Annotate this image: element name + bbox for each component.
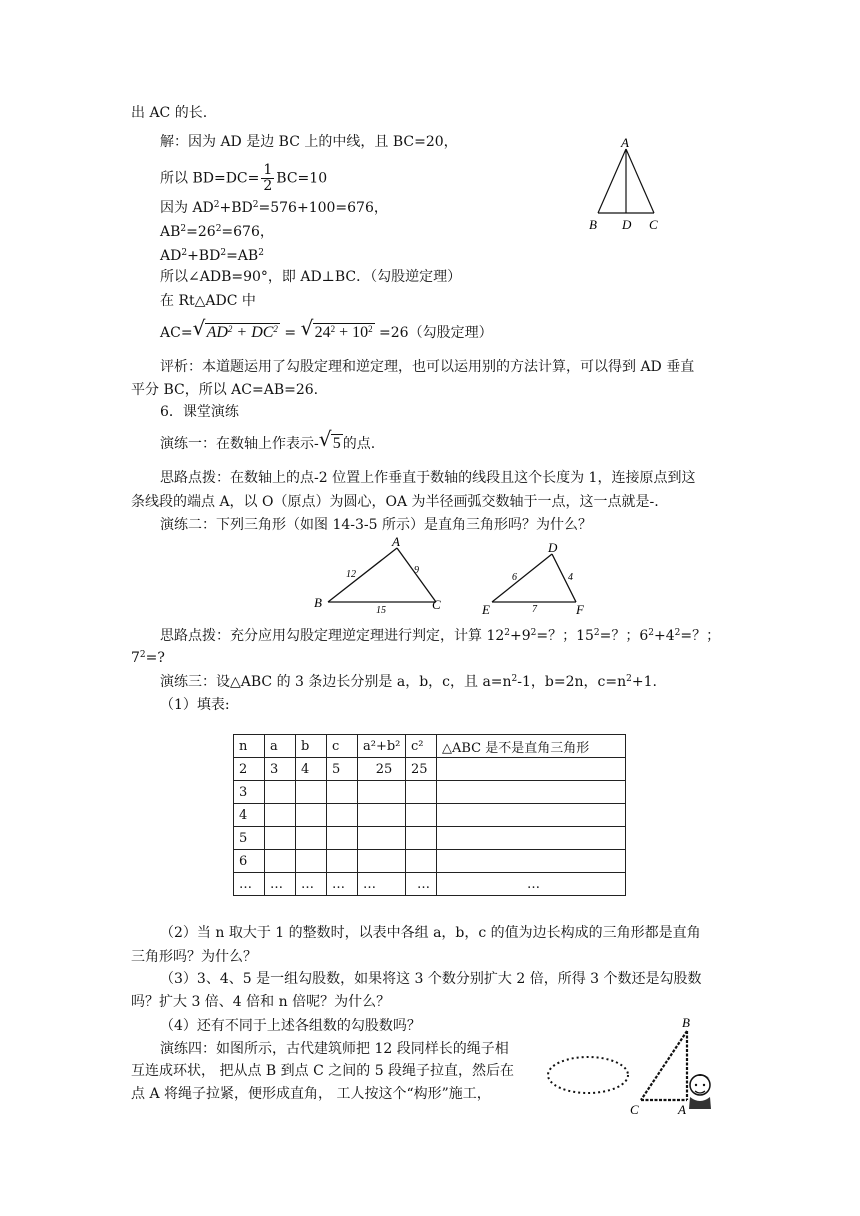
vertex-label: C <box>432 597 441 612</box>
table-header-cell: c <box>327 735 358 758</box>
table-cell <box>296 850 327 873</box>
text-line: 演练四：如图所示，古代建筑师把 12 段同样长的绳子相 <box>160 1041 509 1057</box>
table-cell: 25 <box>358 758 406 781</box>
text-line: （2）当 n 取大于 1 的整数时，以表中各组 a，b，c 的值为边长构成的三角形都是直角 <box>160 925 701 941</box>
table-cell: … <box>327 873 358 896</box>
text-line: 评析：本道题运用了勾股定理和逆定理，也可以运用别的方法计算，可以得到 AD 垂直 <box>160 359 695 375</box>
table-cell <box>358 781 406 804</box>
table-cell <box>327 781 358 804</box>
table-cell: 5 <box>234 827 265 850</box>
text-line: （1）填表: <box>160 697 230 713</box>
table-row <box>234 873 626 896</box>
text-line: $7^2=$? <box>131 650 165 666</box>
vertex-label: D <box>548 540 558 555</box>
fraction: $\frac{1}{2}$ <box>263 162 273 194</box>
table-cell: … <box>437 873 626 896</box>
vertex-label: E <box>482 602 490 617</box>
text-line: 在 Rt△ADC 中 <box>160 293 256 309</box>
worker-illustration <box>689 1074 711 1109</box>
vertex-label: B <box>314 595 322 610</box>
table-cell: 3 <box>265 758 296 781</box>
table-cell: 25 <box>406 758 437 781</box>
table-cell <box>437 850 626 873</box>
table-cell: … <box>234 873 265 896</box>
table-cell <box>327 827 358 850</box>
table-cell: 2 <box>234 758 265 781</box>
text-line: 演练二：下列三角形（如图 14-3-5 所示）是直角三角形吗？为什么？ <box>160 517 592 533</box>
table-row <box>234 758 626 781</box>
text-line: $AD^2+BD^2=AB^2$ <box>160 248 264 264</box>
table-cell <box>437 827 626 850</box>
text-line: 三角形吗？为什么？ <box>131 949 257 965</box>
table-cell: 4 <box>234 804 265 827</box>
text-line: 演练三：设△ABC 的 3 条边长分别是 a，b，c，且 $a=n^2-1$，b=2n，$c=n^2+1$. <box>160 674 657 690</box>
side-label: 9 <box>414 565 419 576</box>
table-row <box>234 850 626 873</box>
sqrt-expression: √ $AD^2 + DC^2$ <box>192 316 278 341</box>
table-cell: … <box>265 873 296 896</box>
vertex-label: A <box>678 1102 686 1117</box>
table-cell <box>437 781 626 804</box>
table-header-cell: a²+b² <box>358 735 406 758</box>
table-row <box>234 827 626 850</box>
table-cell <box>265 781 296 804</box>
vertex-label: C <box>630 1102 639 1117</box>
side-label: 7 <box>532 604 537 615</box>
vertex-label: A <box>392 535 400 549</box>
text-line: 平分 BC，所以 AC=AB=26. <box>131 382 319 398</box>
table-cell <box>265 850 296 873</box>
table-cell <box>327 804 358 827</box>
table-header-cell: n <box>234 735 265 758</box>
vertex-label: B <box>589 217 597 232</box>
table-cell: 6 <box>234 850 265 873</box>
side-label: 4 <box>568 572 573 583</box>
fill-in-table <box>233 734 626 896</box>
vertex-label: C <box>649 217 658 232</box>
table-cell <box>406 827 437 850</box>
table-cell: 5 <box>327 758 358 781</box>
sqrt-expression: √ $24^2 + 10^2$ <box>300 316 373 341</box>
text-line-fraction: 所以 BD=DC= $\frac{1}{2}$ BC=10 <box>160 162 328 194</box>
table-cell <box>358 827 406 850</box>
table-row <box>234 804 626 827</box>
text-line: $AB^2=26^2=676$， <box>160 224 274 240</box>
table-cell <box>358 850 406 873</box>
table-cell: … <box>406 873 437 896</box>
table-cell: … <box>358 873 406 896</box>
vertex-label: A <box>621 135 629 150</box>
text-line: 思路点拨：充分应用勾股定理逆定理进行判定，计算 $12^2+9^2=$？；$15^2=$？；$6^2+4^2=$？； <box>160 628 721 644</box>
table-cell <box>358 804 406 827</box>
side-label: 15 <box>376 605 386 615</box>
table-cell <box>265 804 296 827</box>
figure-rope-right-triangle <box>545 1013 725 1118</box>
side-label: 6 <box>512 572 517 583</box>
text-line-sqrt: AC= √ $AD^2 + DC^2$ = √ $24^2 + 10^2 =26$（勾股定理） <box>160 316 493 341</box>
vertex-label: D <box>622 217 632 232</box>
table-header-cell: b <box>296 735 327 758</box>
vertex-label: F <box>576 602 584 617</box>
table-row <box>234 781 626 804</box>
table-cell: 4 <box>296 758 327 781</box>
table-header-cell: c² <box>406 735 437 758</box>
table-cell <box>406 804 437 827</box>
text-line: 互连成环状， 把从点 B 到点 C 之间的 5 段绳子拉直，然后在 <box>131 1063 515 1079</box>
table-cell <box>265 827 296 850</box>
table-cell <box>296 827 327 850</box>
table-header-row <box>234 735 626 758</box>
table-cell <box>296 781 327 804</box>
figure-triangle-6-4-7 <box>478 540 598 620</box>
text-line: （3）3、4、5 是一组勾股数，如果将这 3 个数分别扩大 2 倍，所得 3 个数还是勾股数 <box>160 971 702 987</box>
vertex-label: B <box>682 1015 690 1030</box>
text-line: 吗？扩大 3 倍、4 倍和 n 倍呢？为什么？ <box>131 994 391 1010</box>
table-cell: … <box>296 873 327 896</box>
table-cell: 3 <box>234 781 265 804</box>
table-cell <box>406 850 437 873</box>
text-line: （4）还有不同于上述各组数的勾股数吗？ <box>160 1018 421 1034</box>
table-cell <box>437 758 626 781</box>
table-cell <box>296 804 327 827</box>
text-line: 因为 $AD^2+BD^2=576+100=676$， <box>160 200 388 216</box>
text-line: 条线段的端点 A，以 O（原点）为圆心，OA 为半径画弧交数轴于一点，这一点就是-. <box>131 494 659 510</box>
table-header-cell: △ABC 是不是直角三角形 <box>437 735 626 758</box>
text-line: 出 AC 的长. <box>131 105 208 121</box>
text-line: 6．课堂演练 <box>160 404 239 420</box>
text-line: 所以∠ADB=90°，即 AD⊥BC．（勾股逆定理） <box>160 269 462 285</box>
side-label: 12 <box>346 569 356 580</box>
figure-triangle-abc-median <box>585 135 665 235</box>
sqrt-expression: √ 5 <box>318 427 341 452</box>
text-line: 思路点拨：在数轴上的点-2 位置上作垂直于数轴的线段且这个长度为 1，连接原点到这 <box>160 470 696 486</box>
table-header-cell: a <box>265 735 296 758</box>
text-line: 点 A 将绳子拉紧，便形成直角， 工人按这个“构形”施工， <box>131 1086 491 1102</box>
table-cell <box>437 804 626 827</box>
table-cell <box>327 850 358 873</box>
table-cell <box>406 781 437 804</box>
text-line: 解：因为 AD 是边 BC 上的中线，且 BC=20， <box>160 134 458 150</box>
figure-triangle-12-9-15 <box>310 535 450 615</box>
text-line: 演练一：在数轴上作表示- √ 5 的点. <box>160 427 376 452</box>
